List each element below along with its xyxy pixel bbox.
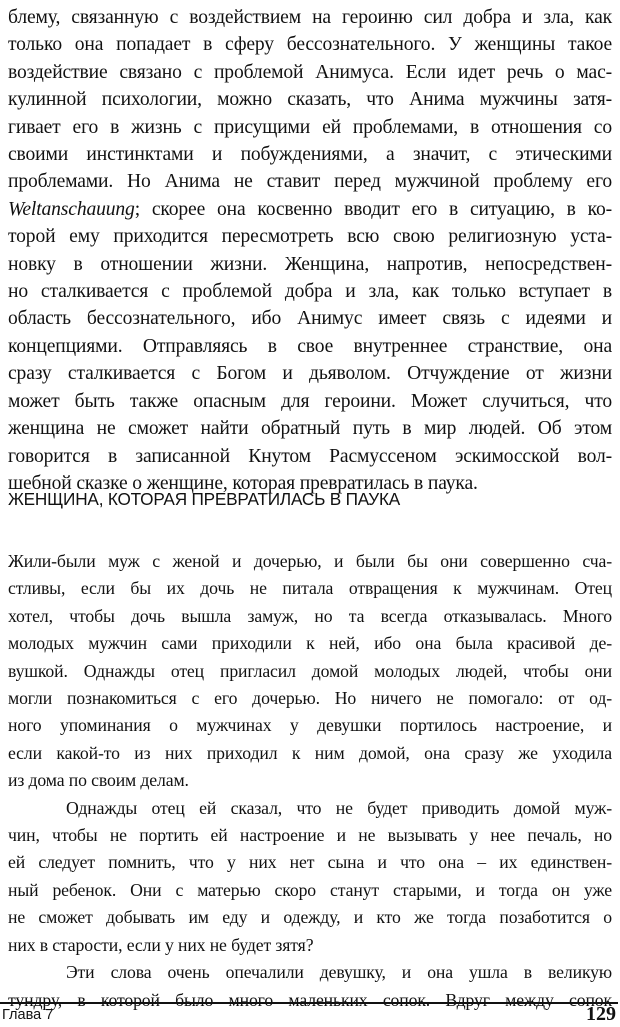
text-line: из дома по своим делам. (8, 770, 189, 791)
text-line: только она попадает в сферу бессознательного. У женщины такое (8, 34, 612, 56)
text-line: женщина не сможет найти обратный путь в мир людей. Об этом (8, 418, 612, 440)
text-line: вушкой. Однажды отец пригласил домой молодых людей, чтобы они (8, 660, 612, 681)
text-line: Однажды отец ей сказал, что не будет приводить домой муж- (66, 797, 612, 818)
text-line: Жили-были муж с женой и дочерью, и были бы они совершенно сча- (8, 551, 612, 571)
text-line: концепциями. Отправляясь в свое внутреннее странствие, она (8, 335, 612, 357)
text-line: говорится в записанной Кнутом Расмуссеном эскимосской вол- (8, 445, 612, 467)
text-line: кулинной психологии, можно сказать, что Анима мужчины затя- (8, 89, 612, 111)
footer-rule (0, 1002, 618, 1004)
text-line: молодых мужчин сами приходили к ней, ибо она была красивой де- (8, 633, 612, 654)
text-line: ного упоминания о мужчинах у девушки портилось настроение, и (8, 715, 612, 736)
text-line: блему, связанную с воздействием на героиню сил добра и зла, как (8, 7, 612, 28)
text-line: тундру, в которой было много маленьких сопок. Вдруг между сопок (8, 989, 612, 1010)
text-line: ный ребенок. Они с матерью скоро станут старыми, и тогда он уже (8, 879, 612, 900)
text-line: область бессознательного, ибо Анимус имеет связь с идеями и (8, 308, 612, 330)
text-line: но сталкивается с проблемой добра и зла, как только вступает в (8, 281, 612, 303)
text-line: новку в отношении жизни. Женщина, напротив, непосредствен- (8, 253, 612, 275)
text-line (8, 196, 612, 223)
text-line: них в старости, если у них не будет зятя? (8, 934, 314, 955)
text-line: проблемами. Но Анима не ставит перед мужчиной проблему его (8, 171, 612, 193)
text-line: если какой-то из них приходил к ним домой, она сразу же уходила (8, 742, 612, 763)
tale-text (8, 548, 612, 1014)
text-line: воздействие связано с проблемой Анимуса. Если идет речь о мас- (8, 61, 612, 83)
text-line: хотел, чтобы дочь вышла замуж, но та всегда отказывалась. Много (8, 605, 612, 626)
text-line: не сможет добывать им еду и одежду, и кто же тогда позаботится о (8, 907, 612, 928)
text-line: чин, чтобы не портить ей настроение и не вызывать у нее печаль, но (8, 825, 612, 846)
page-number: 129 (586, 1003, 616, 1025)
intro-paragraph (8, 4, 612, 497)
text-line: может быть также опасным для героини. Может случиться, что (8, 390, 612, 412)
italic-term: Weltanschauung (8, 198, 135, 220)
text-line: ей следует помнить, что у них нет сына и что она – их единствен- (8, 852, 612, 873)
text-fragment: ; скорее она косвенно вводит его в ситуацию, в ко- (134, 198, 612, 220)
text-line: шебной сказке о женщине, которая превратилась в паука. (8, 472, 478, 494)
text-line: могли познакомиться с его дочерью. Но ничего не помогало: от од- (8, 688, 612, 709)
text-line: своими инстинктами и побуждениями, а значит, с этическими (8, 144, 612, 166)
text-line: гивает его в жизнь с присущими ей проблемами, в отношения со (8, 116, 612, 138)
text-line: сразу сталкивается с Богом и дьяволом. Отчуждение от жизни (8, 363, 612, 385)
text-line: торой ему приходится пересмотреть всю свою религиозную уста- (8, 226, 612, 248)
text-line: стливы, если бы их дочь не питала отвращения к мужчинам. Отец (8, 578, 612, 599)
section-heading: ЖЕНЩИНА, КОТОРАЯ ПРЕВРАТИЛАСЬ В ПАУКА (8, 489, 401, 509)
running-footer-chapter: Глава 7 (2, 1007, 54, 1023)
text-line: Эти слова очень опечалили девушку, и она ушла в великую (66, 962, 612, 983)
